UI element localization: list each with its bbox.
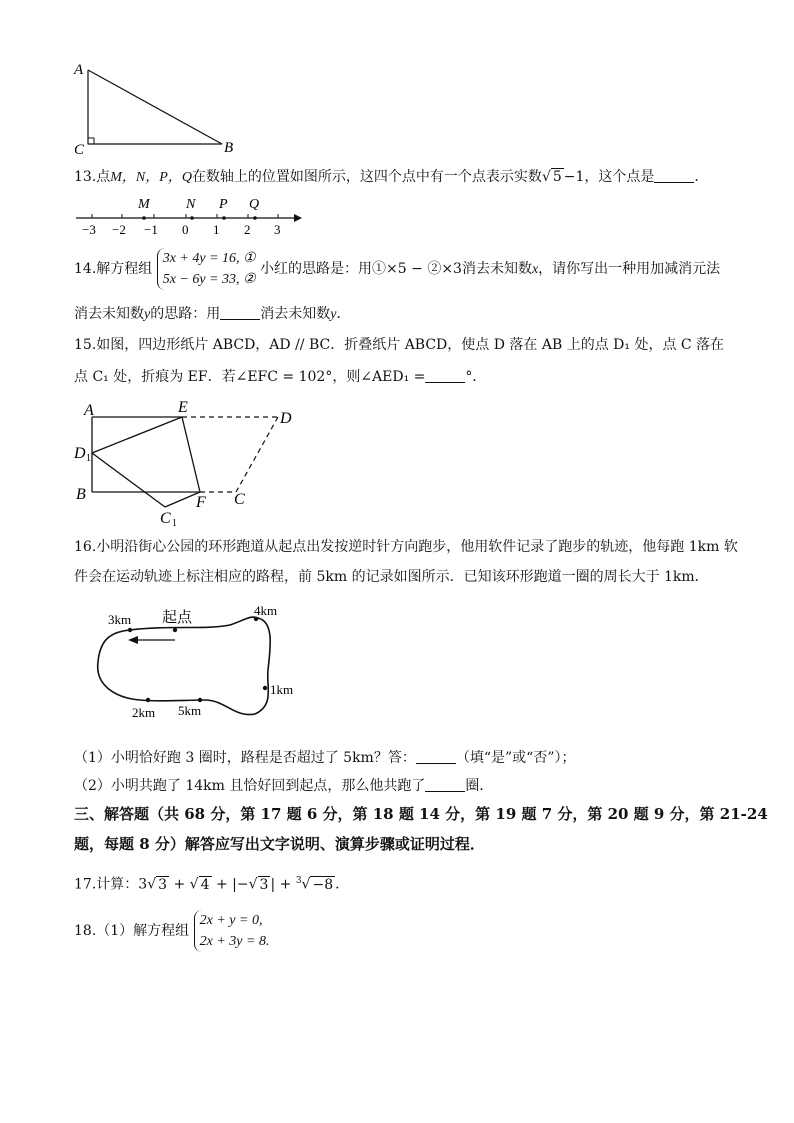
question-14: 14.解方程组 3x + 4y = 16, ① 5x − 6y = 33, ② 小红的思路是：用①×5 − ②×3消去未知数x，请你写出一种用加减消元法 [74, 248, 720, 290]
label-b: B [224, 140, 234, 156]
label-a: A [74, 62, 84, 78]
track-label-3km: 3km [108, 612, 132, 627]
triangle-figure [70, 58, 240, 158]
marker-1km [263, 686, 267, 690]
marker-2km [146, 698, 150, 702]
question-17: 17.计算：3√ 3 + √ 4 + |−√ 3 | + $^3$√ −8 ． [74, 876, 350, 893]
answer-blank-16-1[interactable] [416, 749, 456, 764]
tick-label: −2 [112, 222, 126, 237]
fold-label-b: B [76, 486, 86, 503]
number-line [70, 192, 310, 238]
track-label-start: 起点 [162, 610, 193, 626]
marker-3km [128, 628, 132, 632]
track-label-5km: 5km [178, 703, 202, 718]
question-15-line2: 点 C₁ 处，折痕为 EF．若∠EFC = 102°，则∠AED₁ = °． [74, 369, 487, 385]
fold-label-d1: D [74, 445, 86, 462]
tick-label: 2 [244, 222, 251, 237]
question-16-sub2: （2）小明共跑了 14km 且恰好回到起点，那么他共跑了 圈． [74, 778, 494, 794]
marker-5km [198, 698, 202, 702]
fold-label-c1-sub: 1 [172, 518, 177, 529]
marker-start [173, 628, 177, 632]
point-q [253, 216, 257, 220]
question-14-line2: 消去未知数y的思路：用 消去未知数y． [74, 306, 351, 322]
section-3-header-line2: 题，每题 8 分）解答应写出文字说明、演算步骤或证明过程． [74, 835, 485, 853]
track-figure [90, 600, 320, 725]
tick-label: −3 [82, 222, 96, 237]
nl-label-q: Q [249, 197, 260, 212]
nl-label-n: N [186, 197, 196, 212]
fold-label-d1-sub: 1 [86, 453, 91, 464]
question-15: 15.如图，四边形纸片 ABCD，AD // BC．折叠纸片 ABCD，使点 D 落在 AB 上的点 D₁ 处，点 C 落在 [74, 337, 725, 353]
question-16-sub1: （1）小明恰好跑 3 圈时，路程是否超过了 5km？答： （填“是”或“否”）； [74, 750, 576, 766]
tick-label: 0 [182, 222, 189, 237]
nl-label-p: P [219, 197, 228, 212]
answer-blank-16-2[interactable] [425, 777, 465, 792]
fold-label-f: F [196, 494, 206, 511]
fold-label-e: E [178, 399, 188, 416]
question-18: 18.（1）解方程组 2x + y = 0, 2x + 3y = 8. [74, 910, 269, 952]
fold-label-c: C [234, 491, 245, 508]
question-16: 16.小明沿街心公园的环形跑道从起点出发按逆时针方向跑步，他用软件记录了跑步的轨迹，他每跑 1km 软 [74, 539, 738, 555]
equation-system-18: 2x + y = 0, 2x + 3y = 8. [194, 910, 270, 952]
question-16-line2: 件会在运动轨迹上标注相应的路程，前 5km 的记录如图所示．已知该环形跑道一圈的周长大于 1km． [74, 569, 709, 585]
tick-label: −1 [144, 222, 158, 237]
fold-label-d: D [280, 410, 292, 427]
tick-label: 3 [274, 222, 281, 237]
track-label-2km: 2km [132, 705, 156, 720]
track-label-1km: 1km [270, 682, 294, 697]
question-13: 13.点M，N，P，Q在数轴上的位置如图所示，这四个点中有一个点表示实数√ 5 −1，这个点是 ． [74, 169, 709, 185]
point-n [190, 216, 194, 220]
label-c: C [74, 142, 85, 158]
track-label-4km: 4km [254, 603, 278, 618]
nl-label-m: M [138, 197, 150, 212]
fold-figure [70, 395, 310, 535]
answer-blank-13[interactable] [654, 168, 694, 183]
fold-label-c1: C [160, 510, 171, 527]
point-p [222, 216, 226, 220]
equation-system-14: 3x + 4y = 16, ① 5x − 6y = 33, ② [157, 248, 256, 290]
answer-blank-15[interactable] [425, 368, 465, 383]
answer-blank-14[interactable] [220, 305, 260, 320]
point-m [142, 216, 146, 220]
section-3-header: 三、解答题（共 68 分，第 17 题 6 分，第 18 题 14 分，第 19 题 7 分，第 20 题 9 分，第 21-24 [74, 805, 768, 823]
tick-label: 1 [213, 222, 220, 237]
fold-label-a: A [84, 402, 94, 419]
